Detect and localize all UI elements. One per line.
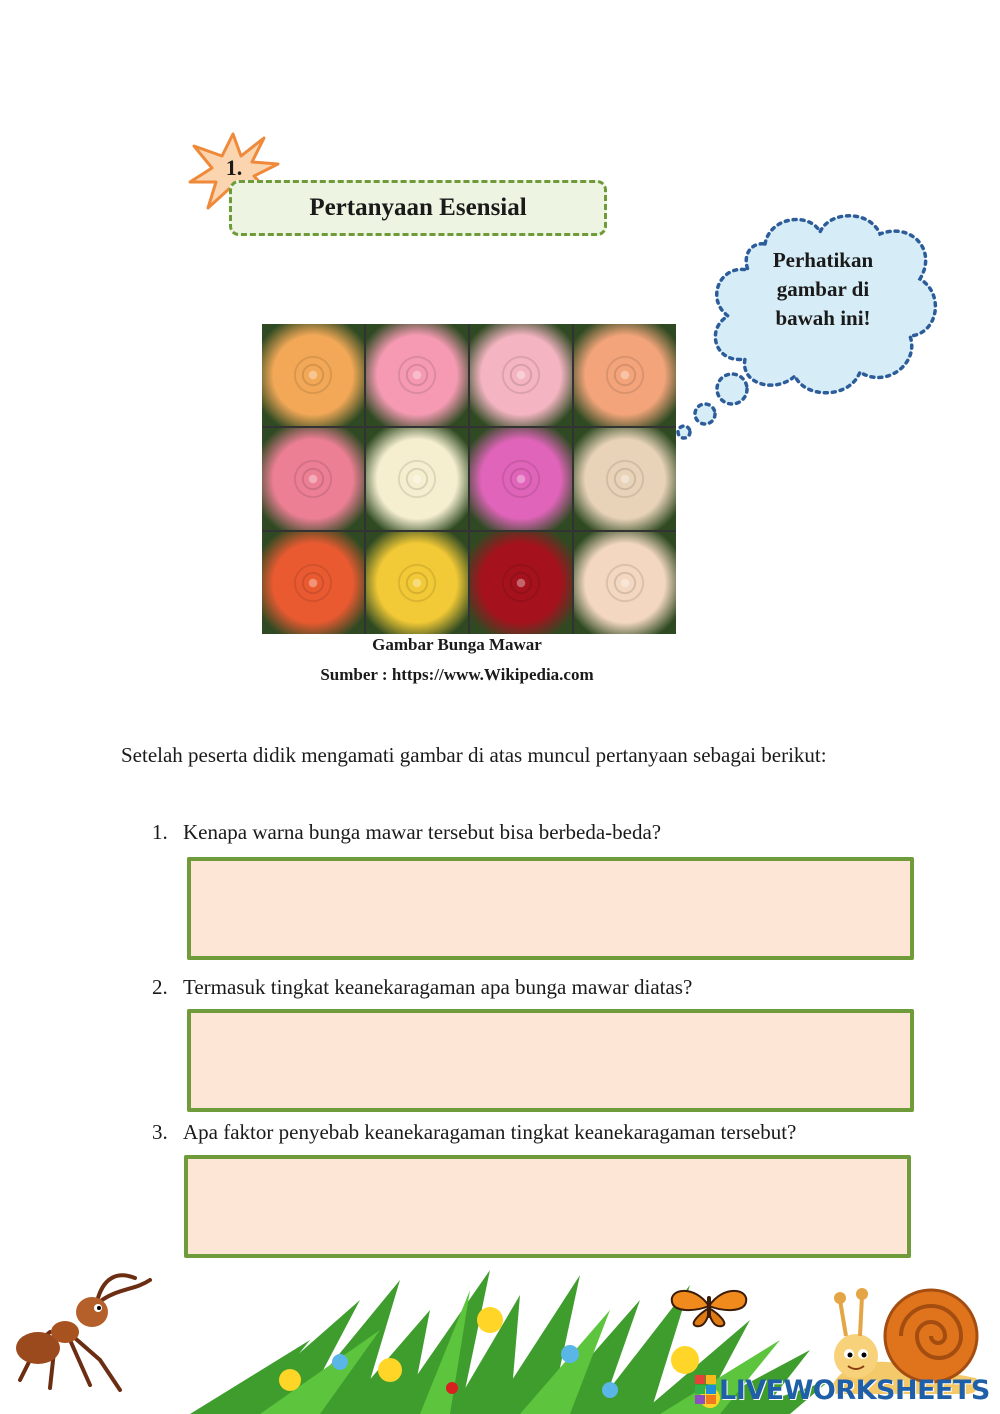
thought-line-1: Perhatikan	[772, 248, 874, 272]
rose-photo-5	[262, 428, 364, 530]
rose-photo-3	[470, 324, 572, 426]
rose-photo-grid	[262, 324, 676, 634]
liveworksheets-logo	[695, 1372, 995, 1408]
figure-source: Sumber : https://www.Wikipedia.com	[320, 665, 594, 684]
intro-paragraph: Setelah peserta didik mengamati gambar di atas muncul pertanyaan sebagai berikut:	[121, 743, 827, 767]
ant-icon	[10, 1270, 160, 1400]
question-number: 2.	[152, 975, 168, 999]
rose-photo-11	[470, 532, 572, 634]
liveworksheets-brand: LIVEWORKSHEETS	[719, 1374, 990, 1406]
rose-photo-9	[262, 532, 364, 634]
question-number: 1.	[152, 820, 168, 844]
section-title: Pertanyaan Esensial	[309, 194, 527, 221]
rose-photo-8	[574, 428, 676, 530]
rose-photo-6	[366, 428, 468, 530]
thought-bubble-text	[752, 246, 894, 333]
question-text: Termasuk tingkat keanekaragaman apa bunga mawar diatas?	[183, 975, 693, 999]
figure-caption: Gambar Bunga Mawar	[372, 635, 542, 654]
answer-box-2[interactable]	[187, 1009, 914, 1112]
question-text: Apa faktor penyebab keanekaragaman tingkat keanekaragaman tersebut?	[183, 1120, 797, 1144]
answer-box-3[interactable]	[184, 1155, 911, 1258]
question-number: 3.	[152, 1120, 168, 1144]
liveworksheets-mark-icon	[695, 1375, 717, 1405]
rose-photo-1	[262, 324, 364, 426]
rose-photo-4	[574, 324, 676, 426]
rose-photo-12	[574, 532, 676, 634]
rose-photo-10	[366, 532, 468, 634]
section-number: 1.	[225, 155, 243, 180]
butterfly-icon	[664, 1284, 754, 1328]
question-text: Kenapa warna bunga mawar tersebut bisa berbeda-beda?	[183, 820, 662, 844]
section-title-banner	[229, 180, 607, 236]
rose-photo-7	[470, 428, 572, 530]
thought-line-3: bawah ini!	[775, 306, 871, 330]
rose-photo-2	[366, 324, 468, 426]
thought-line-2: gambar di	[776, 277, 870, 301]
answer-box-1[interactable]	[187, 857, 914, 960]
